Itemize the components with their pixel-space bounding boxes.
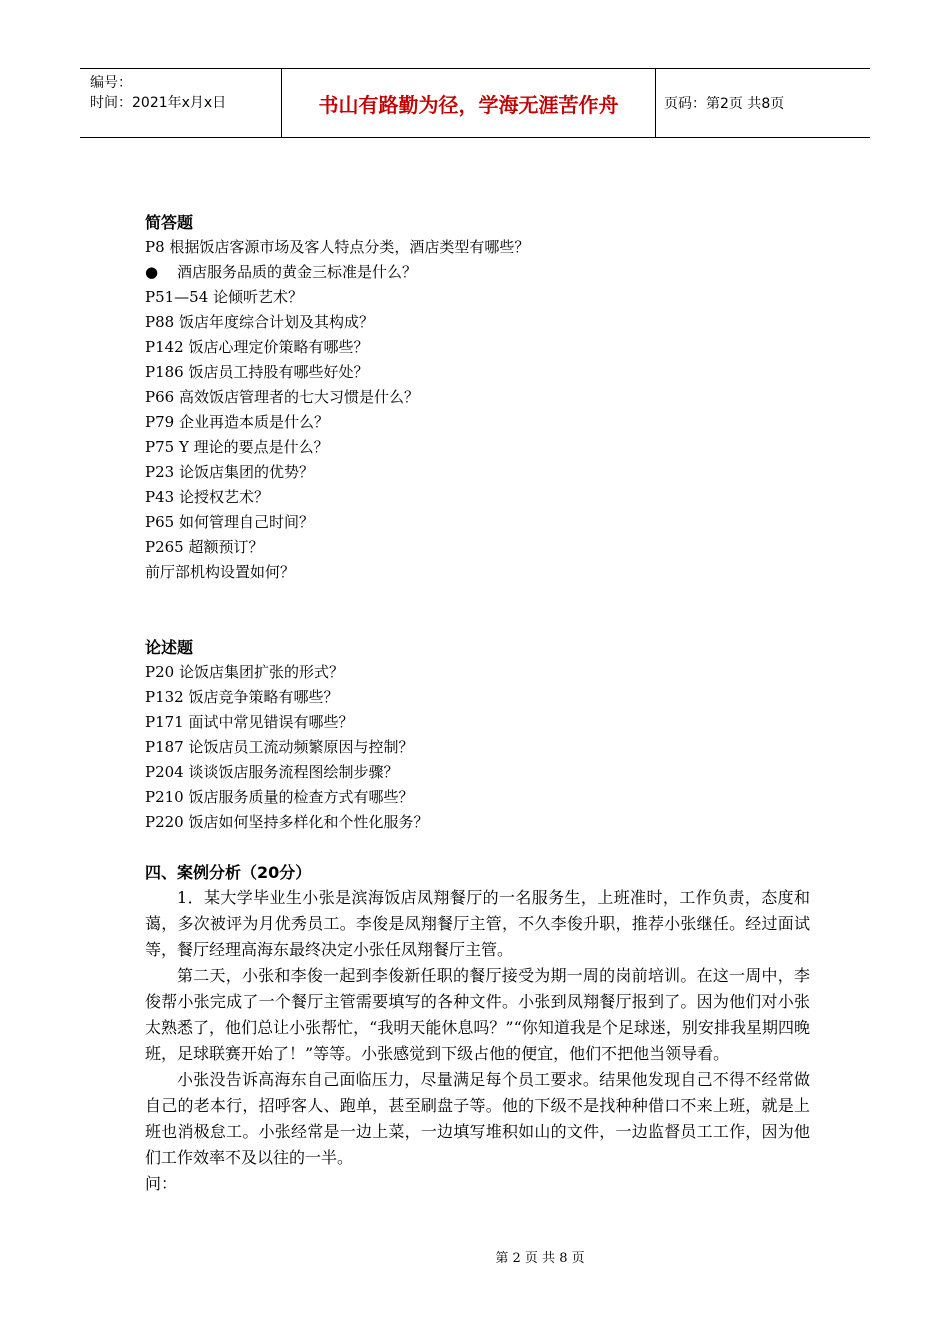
doc-time-label: 时间：2021年x月x日 <box>90 95 227 111</box>
list-item: P8 根据饭店客源市场及客人特点分类，酒店类型有哪些？ <box>145 238 530 256</box>
list-item-text: 酒店服务品质的黄金三标准是什么？ <box>177 263 418 281</box>
header-motto: 书山有路勤为径，学海无涯苦作舟 <box>282 69 656 137</box>
document-body <box>145 210 810 1197</box>
footer-page-number: 第 2 页 共 8 页 <box>495 1251 585 1266</box>
list-item: P75 Y 理论的要点是什么？ <box>145 438 329 456</box>
list-item: P204 谈谈饭店服务流程图绘制步骤？ <box>145 763 399 781</box>
list-item: P186 饭店员工持股有哪些好处？ <box>145 363 369 381</box>
list-item: P187 论饭店员工流动频繁原因与控制？ <box>145 738 414 756</box>
header-page-label: 页码：第2页 共8页 <box>664 96 785 112</box>
list-item: P265 超额预订？ <box>145 538 264 556</box>
case-paragraph: 第二天，小张和李俊一起到李俊新任职的餐厅接受为期一周的岗前培训。在这一周中，李俊帮小张完成了一个餐厅主管需要填写的各种文件。小张到凤翔餐厅报到了。因为他们对小张太熟悉了，他们总让小张帮忙，“我明天能休息吗？”“你知道我是个足球迷，别安排我星期四晚班，足球联赛开始了！”等等。小张感觉到下级占他的便宜，他们不把他当领导看。 <box>145 966 810 1063</box>
list-item: P65 如何管理自己时间？ <box>145 513 314 531</box>
doc-number-label: 编号： <box>90 75 132 91</box>
case-paragraph: 小张没告诉高海东自己面临压力，尽量满足每个员工要求。结果他发现自己不得不经常做自己的老本行，招呼客人、跑单，甚至刷盘子等。他的下级不是找种种借口不来上班，就是上班也消极怠工。小张经常是一边上菜，一边填写堆积如山的文件，一边监督员工工作，因为他们工作效率不及以往的一半。 <box>145 1070 810 1167</box>
list-item: P66 高效饭店管理者的七大习惯是什么？ <box>145 388 419 406</box>
list-item: P132 饭店竞争策略有哪些？ <box>145 688 339 706</box>
page-footer <box>0 1247 950 1266</box>
list-item: 前厅部机构设置如何？ <box>145 563 296 581</box>
list-item: P171 面试中常见错误有哪些？ <box>145 713 354 731</box>
list-item: P142 饭店心理定价策略有哪些？ <box>145 338 369 356</box>
header-table <box>80 68 870 138</box>
list-item: P220 饭店如何坚持多样化和个性化服务？ <box>145 813 429 831</box>
list-item: P79 企业再造本质是什么？ <box>145 413 329 431</box>
list-item: P210 饭店服务质量的检查方式有哪些？ <box>145 788 414 806</box>
case-question: 问： <box>145 1174 178 1193</box>
case-title: 四、案例分析（20分） <box>145 863 312 882</box>
list-item: P20 论饭店集团扩张的形式？ <box>145 663 344 681</box>
bullet-icon: ● <box>145 263 159 281</box>
short-answer-title: 简答题 <box>145 213 194 232</box>
list-item: P23 论饭店集团的优势？ <box>145 463 314 481</box>
list-item: P51—54 论倾听艺术？ <box>145 288 304 306</box>
list-item-bulleted <box>145 260 810 285</box>
header-meta <box>80 69 282 137</box>
essay-title: 论述题 <box>145 638 194 657</box>
case-paragraph: 1．某大学毕业生小张是滨海饭店凤翔餐厅的一名服务生，上班准时，工作负责，态度和蔼，多次被评为月优秀员工。李俊是凤翔餐厅主管，不久李俊升职，推荐小张继任。经过面试等，餐厅经理高海东最终决定小张任凤翔餐厅主管。 <box>145 888 810 959</box>
list-item: P43 论授权艺术？ <box>145 488 269 506</box>
list-item: P88 饭店年度综合计划及其构成？ <box>145 313 374 331</box>
